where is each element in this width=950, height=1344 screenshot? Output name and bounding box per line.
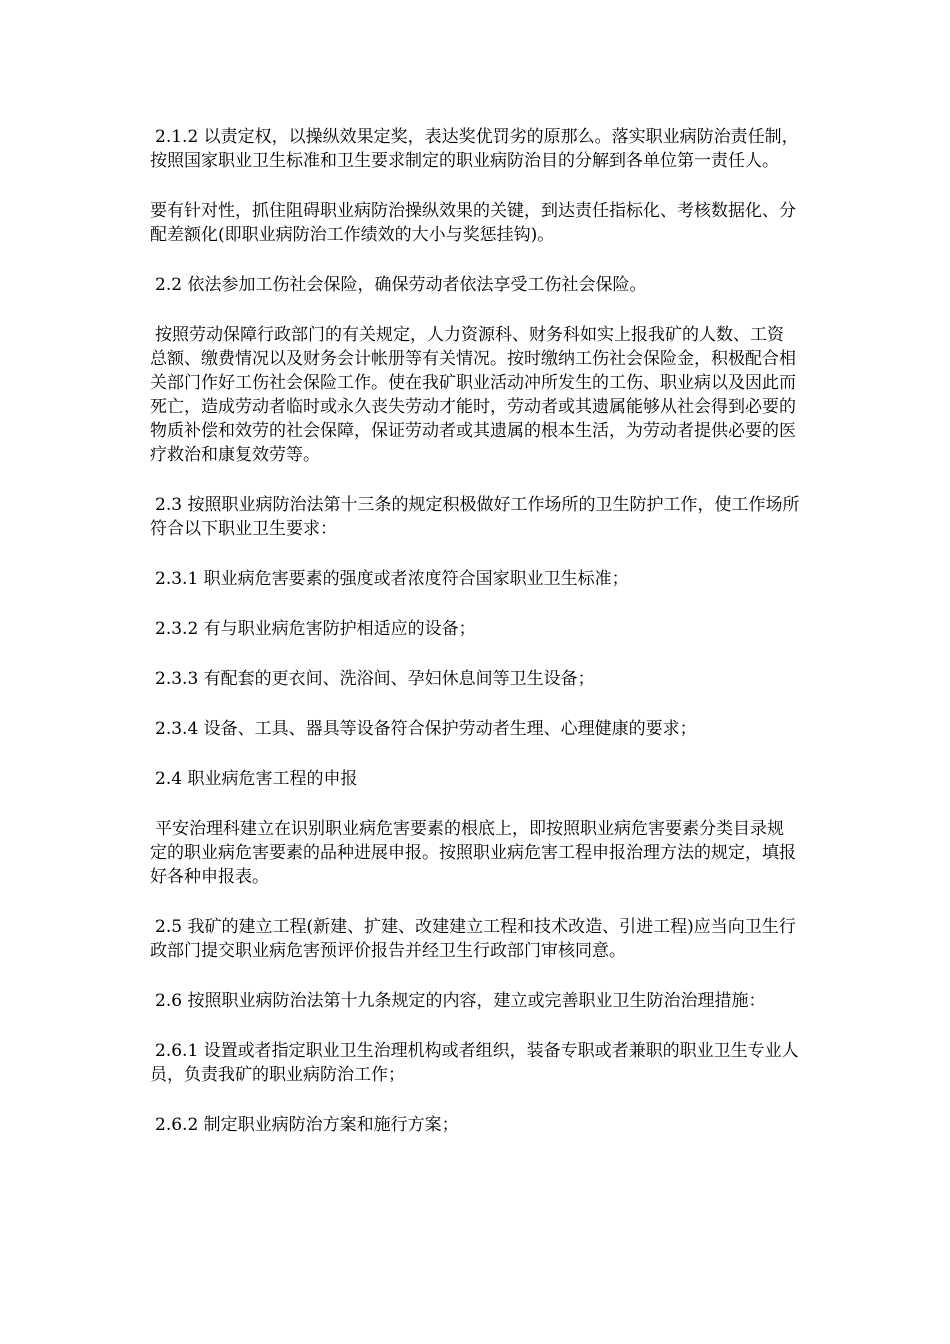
paragraph-2-1-2: 2.1.2 以责定权，以操纵效果定奖，表达奖优罚劣的原那么。落实职业病防治责任制，按照国家职业卫生标准和卫生要求制定的职业病防治目的分解到各单位第一责任人。 [150,127,799,171]
paragraph-2-3: 2.3 按照职业病防治法第十三条的规定积极做好工作场所的卫生防护工作，使工作场所符合以下职业卫生要求： [150,495,800,539]
paragraph-2-4: 2.4 职业病危害工程的申报 [155,769,358,789]
paragraph-2-3-3: 2.3.3 有配套的更衣间、洗浴间、孕妇休息间等卫生设备； [155,669,595,689]
paragraph-targeting: 要有针对性，抓住阻碍职业病防治操纵效果的关键，到达责任指标化、考核数据化、分配差额化(即职业病防治工作绩效的大小与奖惩挂钩)。 [150,201,796,245]
paragraph-2-2: 2.2 依法参加工伤社会保险，确保劳动者依法享受工伤社会保险。 [155,275,647,295]
paragraph-insurance-details: 按照劳动保障行政部门的有关规定，人力资源科、财务科如实上报我矿的人数、工资总额、缴费情况以及财务会计帐册等有关情况。按时缴纳工伤社会保险金，积极配合相关部门作好工伤社会保险工作。使在我矿职业活动冲所发生的工伤、职业病以及因此而死亡，造成劳动者临时或永久丧失劳动才能时，劳动者或其遗属能够从社会得到必要的物质补偿和效劳的社会保障，保证劳动者或其遗属的根本生活，为劳动者提供必要的医疗救治和康复效劳等。 [150,325,796,465]
paragraph-2-3-2: 2.3.2 有与职业病危害防护相适应的设备； [155,619,476,639]
paragraph-2-6: 2.6 按照职业病防治法第十九条规定的内容，建立或完善职业卫生防治治理措施： [155,991,766,1011]
paragraph-declaration: 平安治理科建立在识别职业病危害要素的根底上，即按照职业病危害要素分类目录规定的职业病危害要素的品种进展申报。按照职业病危害工程申报治理方法的规定，填报好各种申报表。 [150,819,796,887]
paragraph-2-6-2: 2.6.2 制定职业病防治方案和施行方案； [155,1115,459,1135]
paragraph-2-3-1: 2.3.1 职业病危害要素的强度或者浓度符合国家职业卫生标准； [155,569,629,589]
paragraph-2-5: 2.5 我矿的建立工程(新建、扩建、改建建立工程和技术改造、引进工程)应当向卫生行政部门提交职业病危害预评价报告并经卫生行政部门审核同意。 [150,917,796,961]
paragraph-2-6-1: 2.6.1 设置或者指定职业卫生治理机构或者组织，装备专职或者兼职的职业卫生专业人员，负责我矿的职业病防治工作； [150,1041,799,1085]
document-body [150,125,800,1163]
paragraph-2-3-4: 2.3.4 设备、工具、器具等设备符合保护劳动者生理、心理健康的要求； [155,719,697,739]
